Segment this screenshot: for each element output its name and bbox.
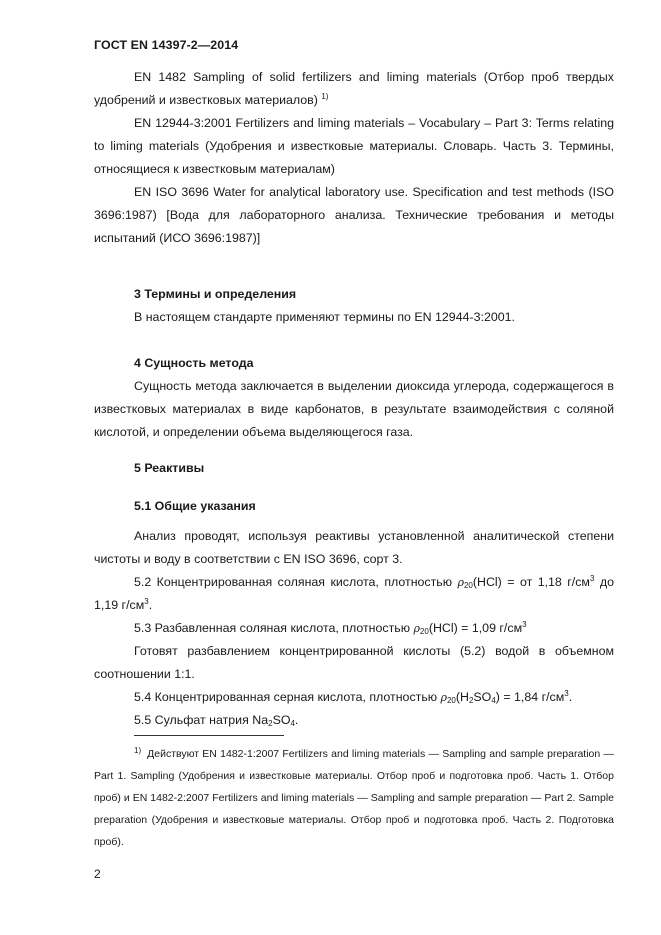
rho-symbol: ρ xyxy=(457,576,464,589)
section-4-text: Сущность метода заключается в выделении диоксида углерода, содержащегося в известковых материалах в виде карбонатов, в результате взаимодействия с соляной кислотой, и определении объема выделяющегося газа. xyxy=(94,379,614,439)
reference-en-iso-3696: EN ISO 3696 Water for analytical laboratory use. Specification and test methods (ISO 3696:1987) [Вода для лабораторного анализа. Технические требования и методы испытаний (ИСО 3696:1987)] xyxy=(94,185,614,245)
item-5-3 xyxy=(94,617,614,640)
formula-subscript: 4 xyxy=(491,696,496,705)
formula-subscript: 4 xyxy=(290,719,295,728)
item-text: 5.5 Сульфат натрия Na xyxy=(134,713,269,727)
unit-superscript: 3 xyxy=(144,597,149,606)
section-5-1-text: Анализ проводят, используя реактивы установленной аналитической степени чистоты и воду в соответствии с EN ISO 3696, сорт 3. xyxy=(94,529,614,566)
item-text: ) = 1,84 г/см xyxy=(495,690,565,704)
item-text: 5.3 Разбавленная соляная кислота, плотностью xyxy=(134,621,414,635)
rho-symbol: ρ xyxy=(440,691,447,704)
formula-text: (H xyxy=(455,690,469,704)
section-5-1-heading: 5.1 Общие указания xyxy=(134,499,256,513)
item-text: 5.2 Концентрированная соляная кислота, плотностью xyxy=(134,575,458,589)
section-3-text: В настоящем стандарте применяют термины по EN 12944-3:2001. xyxy=(134,310,515,324)
page-header: ГОСТ EN 14397-2—2014 xyxy=(94,38,239,52)
unit-superscript: 3 xyxy=(564,689,569,698)
unit-superscript: 3 xyxy=(522,620,527,629)
footnote-text: Действуют EN 1482-1:2007 Fertilizers and liming materials — Sampling and sample preparation — Part 1. Sampling (Удобрения и известковые материалы. Отбор проб и подготовка проб. Часть 1. Отбор проб) и EN 1482-2:2007 Fertilizers and liming materials — Sampling and sample preparation — Part 2. Sample preparation (Удобрения и известковые материалы. Отбор проб и подготовка проб. Часть 2. Подготовка проб). xyxy=(94,748,614,848)
rho-symbol: ρ xyxy=(413,622,420,635)
page-body xyxy=(94,66,614,732)
rho-subscript: 20 xyxy=(446,696,456,705)
reference-text: EN 1482 Sampling of solid fertilizers and liming materials (Отбор проб твердых удобрений и известковых материалов) xyxy=(94,70,614,107)
section-5-heading: 5 Реактивы xyxy=(134,461,205,475)
footnote xyxy=(94,743,614,853)
formula-text: SO xyxy=(272,713,291,727)
item-5-2 xyxy=(94,571,614,617)
formula-subscript: 2 xyxy=(468,696,474,705)
footnote-paragraph xyxy=(94,743,614,853)
section-3-heading: 3 Термины и определения xyxy=(134,287,297,301)
rho-subscript: 20 xyxy=(463,581,473,590)
reference-en1482 xyxy=(94,66,614,112)
item-5-3-note: Готовят разбавлением концентрированной кислоты (5.2) водой в объемном соотношении 1:1. xyxy=(94,644,614,681)
item-text: . xyxy=(148,598,153,612)
page-number: 2 xyxy=(94,867,101,881)
item-5-4 xyxy=(94,686,614,709)
item-text: (HCl) = 1,09 г/см xyxy=(428,621,523,635)
formula-text: SO xyxy=(473,690,492,704)
section-4-heading: 4 Сущность метода xyxy=(134,356,254,370)
item-text: . xyxy=(568,690,573,704)
item-text: (HCl) = от 1,18 г/см xyxy=(472,575,590,589)
rho-subscript: 20 xyxy=(419,627,429,636)
item-5-5 xyxy=(94,709,614,732)
footnote-divider xyxy=(134,735,284,736)
formula-subscript: 2 xyxy=(268,719,273,728)
unit-superscript: 3 xyxy=(589,574,595,583)
item-text: . xyxy=(294,713,299,727)
footnote-reference-mark[interactable]: 1) xyxy=(321,92,329,101)
reference-en12944: EN 12944-3:2001 Fertilizers and liming materials – Vocabulary – Part 3: Terms relating to liming materials (Удобрения и известковые материалы. Словарь. Часть 3. Термины, относящиеся к известковым материалам) xyxy=(94,116,614,176)
footnote-mark: 1) xyxy=(134,746,142,755)
item-text: до 1,19 г/см xyxy=(94,575,614,612)
item-text: 5.4 Концентрированная серная кислота, плотностью xyxy=(134,690,441,704)
